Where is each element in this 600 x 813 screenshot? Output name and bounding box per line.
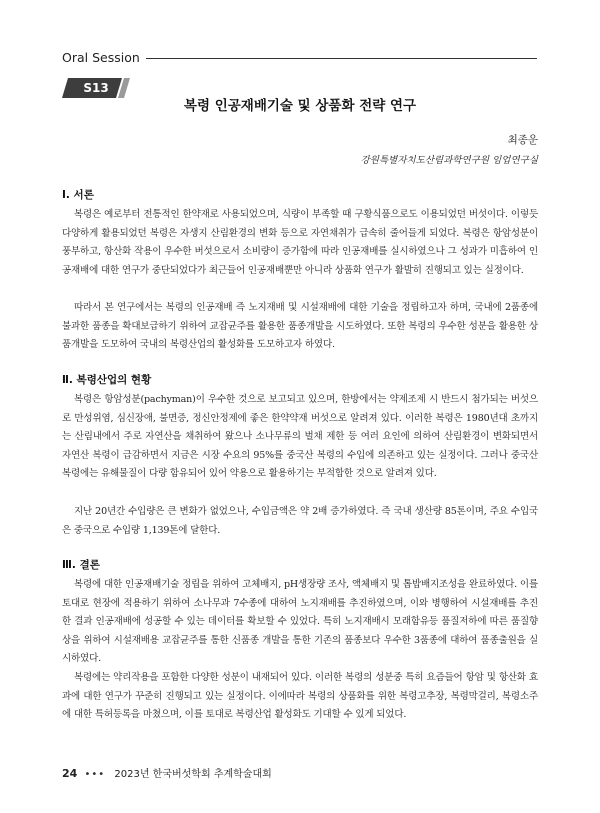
author-affiliation: 강원특별자치도산림과학연구원 임업연구실 (360, 155, 538, 166)
header-label: Oral Session (62, 49, 146, 67)
footer-event: 2023년 한국버섯학회 추계학술대회 (114, 769, 272, 780)
author-name: 최종운 (507, 134, 538, 146)
intro-paragraph-1: 복령은 예로부터 전통적인 한약재로 사용되었으며, 식량이 부족할 때 구황식품으로도 이용되었던 버섯이다. 이렇듯 다양하게 활용되었던 복령은 자생지 산림환경의 변화 등으로 자연채취가 급속히 줄어들게 되었다. 복령은 항암성분이 풍부하고, 항산화 작용이 우수한 버섯으로서 소비량이 증가함에 따라 인공재배를 실시하였으나 그 성과가 미흡하여 인공재배에 대한 연구가 중단되었다가 최근들어 인공재배뿐만 아니라 상품화 연구가 활발히 진행되고 있는 실정이다. (62, 209, 538, 276)
session-code: S13 (83, 81, 109, 95)
intro-paragraph-2: 따라서 본 연구에서는 복령의 인공재배 즉 노지재배 및 시설재배에 대한 기술을 정립하고자 하며, 국내에 2품종에 불과한 품종을 확대보급하기 위하여 교잡균주를 활용한 품종개발을 시도하였다. 또한 복령의 우수한 성분을 활용한 상품개발을 도모하여 국내의 복령산업의 활성화를 도모하고자 하였다. (62, 302, 538, 351)
status-paragraph-2: 지난 20년간 수입량은 큰 변화가 없었으나, 수입금액은 약 2배 증가하였다. 즉 국내 생산량 85톤이며, 주요 수입국은 중국으로 수입량 1,139톤에 달한다. (62, 506, 538, 536)
footer-dots: ••• (84, 769, 106, 780)
page-footer (62, 765, 272, 780)
conclusion-paragraph-1: 복령에 대한 인공재배기술 정립을 위하여 고체배지, pH생장량 조사, 액체배지 및 톱밥배지조성을 완료하였다. 이를 토대로 현장에 적용하기 위하여 소나무과 7수종에 대하여 노지재배를 추진하였으며, 이와 병행하여 시설재배를 추진한 결과 인공재배에 성공할 수 있는 데이터를 확보할 수 있었다. 특히 노지재배시 모래함유등 품질저하에 따른 품질향상을 위하여 시설재배용 교잡균주를 통한 신품종 개발을 통한 기존의 품종보다 우수한 3품종에 대하여 품종출원을 실시하였다. (62, 579, 538, 665)
page-number: 24 (62, 767, 78, 780)
section-heading-status: Ⅱ. 복령산업의 현황 (62, 374, 152, 386)
paper-title: 복령 인공재배기술 및 상품화 전략 연구 (183, 98, 417, 114)
section-heading-intro: Ⅰ. 서론 (62, 189, 94, 201)
status-paragraph-1: 복령은 항암성분(pachyman)이 우수한 것으로 보고되고 있으며, 한방에서는 약제조제 시 반드시 첨가되는 버섯으로 만성위염, 심신장애, 불면증, 정신안정제에 좋은 한약약재 버섯으로 알려져 있다. 이러한 복령은 1980년대 초까지는 산림내에서 주로 자연산을 채취하여 왔으나 소나무류의 벌채 제한 등 여러 요인에 의하여 산림환경이 변화되면서 자연산 복령이 급감하면서 지금은 시장 수요의 95%를 중국산 복령의 수입에 의존하고 있는 실정이다. 그러나 중국산 복령에는 유해물질이 다량 함유되어 있어 약용으로 활용하기는 부적합한 것으로 알려져 있다. (62, 394, 538, 480)
running-header (62, 49, 537, 69)
conclusion-paragraph-2: 복령에는 약리작용을 포함한 다양한 성분이 내재되어 있다. 이러한 복령의 성분중 특히 요즘들어 항암 및 항산화 효과에 대한 연구가 꾸준히 진행되고 있는 실정이다. 이에따라 복령의 상품화를 위한 복령고추장, 복령막걸리, 복령소주에 대한 특허등록을 마쳤으며, 이를 토대로 복령산업 활성화도 기대할 수 있게 되었다. (62, 672, 538, 721)
section-heading-conclusion: Ⅲ. 결론 (62, 559, 100, 571)
session-badge (62, 78, 132, 98)
